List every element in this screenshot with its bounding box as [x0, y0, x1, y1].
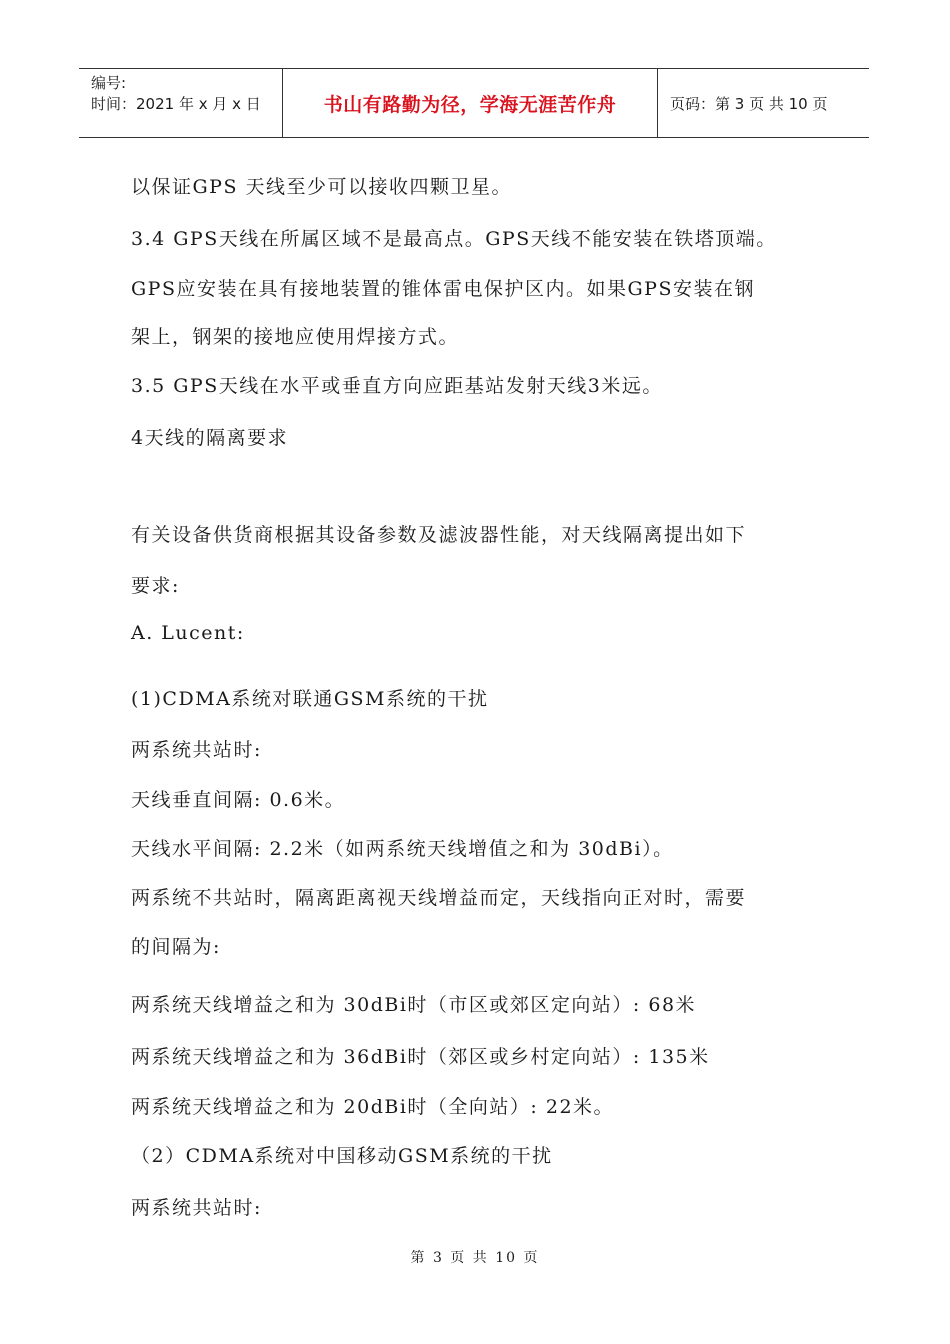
subsection-heading: A. Lucent:	[131, 622, 245, 644]
body-line: 要求:	[131, 575, 180, 597]
body-line: 有关设备供货商根据其设备参数及滤波器性能，对天线隔离提出如下	[131, 524, 747, 546]
header-page-info: 页码：第 3 页 共 10 页	[670, 94, 828, 113]
body-line: 天线垂直间隔: 0.6米。	[131, 789, 346, 811]
page-header	[79, 68, 869, 138]
body-line: 天线水平间隔: 2.2米（如两系统天线增值之和为 30dBi）。	[131, 838, 674, 860]
body-line: 两系统天线增益之和为 36dBi时（郊区或乡村定向站）: 135米	[131, 1046, 710, 1068]
body-line: 两系统天线增益之和为 20dBi时（全向站）: 22米。	[131, 1096, 615, 1118]
body-line: 架上，钢架的接地应使用焊接方式。	[131, 326, 460, 348]
body-line: 两系统天线增益之和为 30dBi时（市区或郊区定向站）: 68米	[131, 994, 697, 1016]
body-line: GPS应安装在具有接地装置的锥体雷电保护区内。如果GPS安装在钢	[131, 278, 755, 300]
body-line: 以保证GPS 天线至少可以接收四颗卫星。	[131, 176, 513, 198]
header-meta	[79, 69, 283, 137]
body-line: 两系统不共站时，隔离距离视天线增益而定，天线指向正对时，需要	[131, 887, 747, 909]
body-line: 3.4 GPS天线在所属区域不是最高点。GPS天线不能安装在铁塔顶端。	[131, 228, 777, 250]
body-line: （2）CDMA系统对中国移动GSM系统的干扰	[131, 1145, 553, 1167]
body-line: 两系统共站时:	[131, 739, 262, 761]
body-line: 3.5 GPS天线在水平或垂直方向应距基站发射天线3米远。	[131, 375, 663, 397]
document-date: 时间：2021 年 x 月 x 日	[91, 95, 261, 113]
document-number-label: 编号:	[91, 74, 127, 92]
body-line: 的间隔为:	[131, 936, 221, 958]
section-heading: 4天线的隔离要求	[131, 427, 289, 449]
header-motto: 书山有路勤为径，学海无涯苦作舟	[283, 69, 658, 137]
body-line: (1)CDMA系统对联通GSM系统的干扰	[131, 688, 489, 710]
page-footer: 第 3 页 共 10 页	[410, 1250, 540, 1266]
body-line: 两系统共站时:	[131, 1197, 262, 1219]
